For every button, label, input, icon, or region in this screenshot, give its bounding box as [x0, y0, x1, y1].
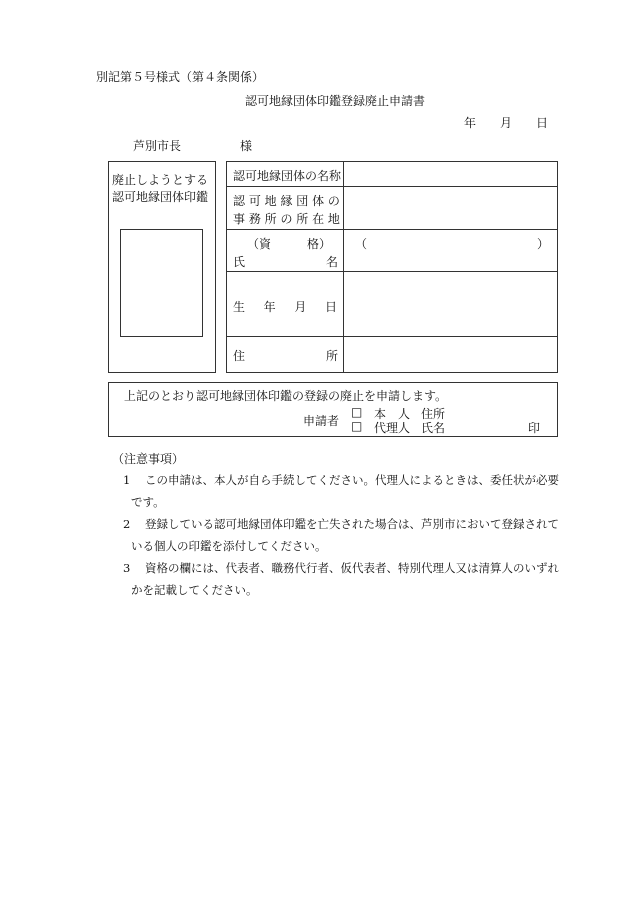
option-agent-label: 代理人 [374, 421, 411, 435]
dob-label-char: 日 [324, 300, 337, 314]
checkbox-agent[interactable]: □ [351, 419, 363, 433]
date-year-label: 年 [464, 116, 477, 130]
dob-label [233, 298, 337, 315]
note-item-1-line1: この申請は、本人が自ら手続してください。代理人によるときは、委任状が必要 [145, 473, 559, 487]
org-name-label: 認可地縁団体の名称 [233, 169, 342, 183]
note-item-3-number: 3 [123, 561, 131, 575]
page-title: 認可地縁団体印鑑登録廃止申請書 [245, 94, 426, 108]
request-statement: 上記のとおり認可地縁団体印鑑の登録の廃止を申請します。 [124, 389, 448, 403]
applicant-address-label: 住所 [421, 407, 446, 421]
name-label-first: 氏 [233, 255, 246, 269]
address-label-second: 所 [326, 349, 339, 363]
date-month-label: 月 [500, 116, 513, 130]
date-day-label: 日 [536, 116, 549, 130]
notes-heading: （注意事項） [112, 452, 185, 466]
name-field[interactable] [344, 230, 557, 271]
seal-stamp-area[interactable] [120, 229, 203, 337]
office-address-field[interactable] [344, 187, 557, 229]
seal-box-label-line2: 認可地縁団体印鑑 [112, 190, 209, 204]
note-item-1-line2: です。 [131, 495, 165, 509]
dob-label-char: 生 [233, 300, 246, 314]
addressee: 芦別市長 [133, 139, 182, 153]
office-address-label-line1: 認 可 地 縁 団 体 の [233, 194, 340, 208]
dob-label-char: 月 [294, 300, 307, 314]
note-item-3-line1: 資格の欄には、代表者、職務代行者、仮代表者、特別代理人又は清算人のいずれ [145, 561, 559, 575]
note-item-1-number: 1 [123, 473, 131, 487]
qualification-close-paren: ） [537, 237, 550, 251]
checkbox-self[interactable]: □ [351, 405, 363, 419]
qualification-label: （資 格） [247, 237, 332, 251]
qualification-open-paren: （ [355, 237, 368, 251]
note-item-2-line2: いる個人の印鑑を添付してください。 [131, 539, 327, 553]
applicant-name-label: 氏名 [421, 421, 446, 435]
address-field[interactable] [344, 337, 557, 372]
office-address-label-line2: 事 務 所 の 所 在 地 [233, 212, 340, 226]
note-item-3-line2: かを記載してください。 [131, 583, 258, 597]
seal-box-label-line1: 廃止しようとする [112, 173, 209, 187]
option-self-label: 本 人 [374, 407, 411, 421]
form-number: 別記第５号様式（第４条関係） [96, 70, 265, 84]
note-item-2-line1: 登録している認可地縁団体印鑑を亡失された場合は、芦別市において登録されて [145, 517, 559, 531]
seal-mark: 印 [528, 421, 541, 435]
dob-label-char: 年 [263, 300, 276, 314]
name-label-second: 名 [326, 255, 339, 269]
org-name-field[interactable] [344, 162, 557, 186]
dob-field[interactable] [344, 272, 557, 336]
applicant-label: 申請者 [303, 414, 340, 428]
addressee-honorific: 様 [240, 139, 253, 153]
note-item-2-number: 2 [123, 517, 131, 531]
address-label-first: 住 [233, 349, 246, 363]
